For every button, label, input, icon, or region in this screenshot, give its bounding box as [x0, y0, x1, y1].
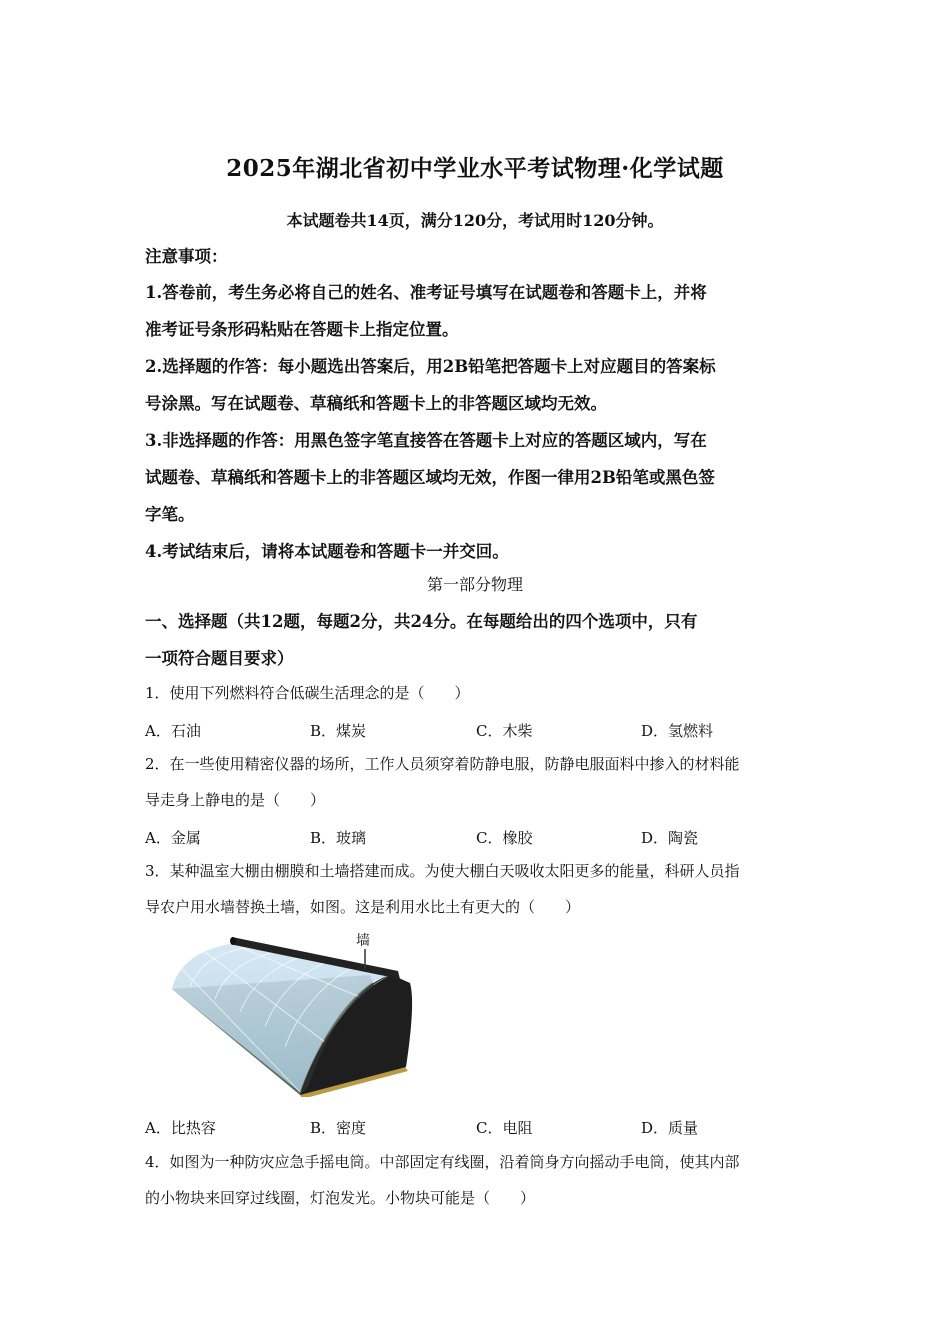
notice-line: 试题卷、草稿纸和答题卡上的非答题区域均无效，作图一律用2B铅笔或黑色签	[145, 468, 715, 487]
section-heading: 一项符合题目要求）	[145, 649, 294, 668]
option-c: C．橡胶	[476, 829, 533, 847]
option-d: D．质量	[641, 1119, 699, 1137]
question-4-cont: 的小物块来回穿过线圈，灯泡发光。小物块可能是（ ）	[145, 1189, 536, 1207]
option-a: A．金属	[145, 829, 201, 847]
question-1: 1．使用下列燃料符合低碳生活理念的是（ ）	[145, 684, 470, 702]
notice-line: 3.非选择题的作答：用黑色签字笔直接答在答题卡上对应的答题区域内，写在	[145, 431, 707, 450]
question-2: 2．在一些使用精密仪器的场所，工作人员须穿着防静电服，防静电服面料中掺入的材料能	[145, 755, 740, 773]
notice-line: 1.答卷前，考生务必将自己的姓名、准考证号填写在试题卷和答题卡上，并将	[145, 283, 707, 302]
option-d: D．陶瓷	[641, 829, 699, 847]
option-d: D．氢燃料	[641, 722, 714, 740]
question-2-cont: 导走身上静电的是（ ）	[145, 791, 326, 809]
part-heading: 第一部分物理	[426, 575, 523, 594]
notice-heading: 注意事项：	[145, 247, 228, 266]
option-c: C．电阻	[476, 1119, 533, 1137]
option-a: A．石油	[145, 722, 201, 740]
option-b: B．煤炭	[310, 722, 367, 740]
notice-line: 4.考试结束后，请将本试题卷和答题卡一并交回。	[145, 542, 509, 561]
option-a: A．比热容	[145, 1119, 216, 1137]
notice-line: 号涂黑。写在试题卷、草稿纸和答题卡上的非答题区域均无效。	[145, 394, 607, 413]
question-3-cont: 导农户用水墙替换土墙，如图。这是利用水比土有更大的（ ）	[145, 898, 581, 916]
section-heading: 一、选择题（共12题，每题2分，共24分。在每题给出的四个选项中，只有	[145, 612, 698, 631]
exam-info: 本试题卷共14页，满分120分，考试用时120分钟。	[286, 211, 664, 230]
option-b: B．密度	[310, 1119, 367, 1137]
page-title: 2025年湖北省初中学业水平考试物理·化学试题	[226, 155, 724, 182]
greenhouse-figure	[160, 927, 420, 1097]
question-3: 3．某种温室大棚由棚膜和土墙搭建而成。为使大棚白天吸收太阳更多的能量，科研人员指	[145, 862, 740, 880]
notice-line: 准考证号条形码粘贴在答题卡上指定位置。	[145, 320, 459, 339]
option-b: B．玻璃	[310, 829, 367, 847]
notice-line: 字笔。	[145, 505, 195, 524]
question-4: 4．如图为一种防灾应急手摇电筒。中部固定有线圈，沿着筒身方向摇动手电筒，使其内部	[145, 1153, 740, 1171]
option-c: C．木柴	[476, 722, 533, 740]
notice-line: 2.选择题的作答：每小题选出答案后，用2B铅笔把答题卡上对应题目的答案标	[145, 357, 716, 376]
wall-label: 墙	[356, 933, 370, 949]
greenhouse-illustration	[160, 927, 420, 1097]
